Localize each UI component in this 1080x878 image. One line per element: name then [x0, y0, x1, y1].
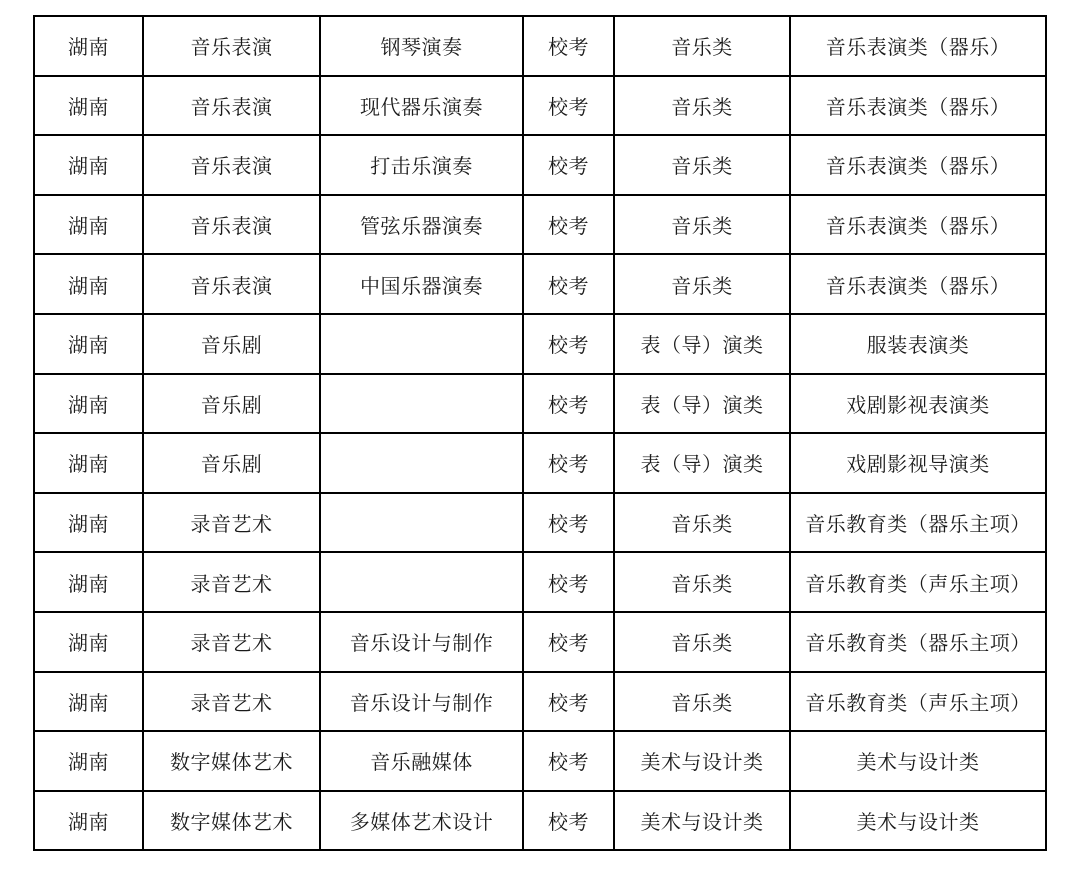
exam-type-cell: 校考 [523, 16, 614, 76]
table-row [34, 374, 1046, 434]
major-cell: 数字媒体艺术 [143, 791, 320, 851]
subcategory-cell: 美术与设计类 [790, 731, 1046, 791]
exam-type-cell: 校考 [523, 552, 614, 612]
direction-cell [320, 314, 523, 374]
direction-cell: 音乐设计与制作 [320, 672, 523, 732]
exam-category-cell: 表（导）演类 [614, 433, 790, 493]
subcategory-cell: 音乐表演类（器乐） [790, 16, 1046, 76]
table-row [34, 791, 1046, 851]
admissions-table-container [33, 15, 1045, 851]
direction-cell: 中国乐器演奏 [320, 254, 523, 314]
direction-cell [320, 374, 523, 434]
table-row [34, 731, 1046, 791]
exam-category-cell: 音乐类 [614, 612, 790, 672]
subcategory-cell: 音乐教育类（声乐主项） [790, 672, 1046, 732]
major-cell: 音乐剧 [143, 314, 320, 374]
major-cell: 音乐剧 [143, 374, 320, 434]
major-cell: 数字媒体艺术 [143, 731, 320, 791]
exam-type-cell: 校考 [523, 612, 614, 672]
subcategory-cell: 戏剧影视导演类 [790, 433, 1046, 493]
direction-cell: 钢琴演奏 [320, 16, 523, 76]
exam-category-cell: 美术与设计类 [614, 791, 790, 851]
exam-category-cell: 音乐类 [614, 195, 790, 255]
exam-type-cell: 校考 [523, 433, 614, 493]
province-cell: 湖南 [34, 76, 143, 136]
exam-type-cell: 校考 [523, 493, 614, 553]
province-cell: 湖南 [34, 135, 143, 195]
direction-cell [320, 493, 523, 553]
table-row [34, 195, 1046, 255]
exam-category-cell: 表（导）演类 [614, 314, 790, 374]
exam-type-cell: 校考 [523, 314, 614, 374]
subcategory-cell: 音乐表演类（器乐） [790, 195, 1046, 255]
exam-type-cell: 校考 [523, 76, 614, 136]
major-cell: 音乐表演 [143, 135, 320, 195]
exam-category-cell: 音乐类 [614, 672, 790, 732]
subcategory-cell: 音乐教育类（器乐主项） [790, 612, 1046, 672]
direction-cell: 音乐融媒体 [320, 731, 523, 791]
table-row [34, 135, 1046, 195]
table-row [34, 552, 1046, 612]
subcategory-cell: 音乐表演类（器乐） [790, 135, 1046, 195]
direction-cell: 管弦乐器演奏 [320, 195, 523, 255]
province-cell: 湖南 [34, 433, 143, 493]
exam-type-cell: 校考 [523, 135, 614, 195]
major-cell: 音乐表演 [143, 16, 320, 76]
exam-category-cell: 美术与设计类 [614, 731, 790, 791]
province-cell: 湖南 [34, 16, 143, 76]
province-cell: 湖南 [34, 672, 143, 732]
table-row [34, 433, 1046, 493]
direction-cell: 多媒体艺术设计 [320, 791, 523, 851]
table-row [34, 493, 1046, 553]
subcategory-cell: 音乐表演类（器乐） [790, 254, 1046, 314]
exam-type-cell: 校考 [523, 254, 614, 314]
subcategory-cell: 音乐教育类（器乐主项） [790, 493, 1046, 553]
exam-category-cell: 音乐类 [614, 16, 790, 76]
major-cell: 录音艺术 [143, 612, 320, 672]
subcategory-cell: 音乐教育类（声乐主项） [790, 552, 1046, 612]
major-cell: 音乐表演 [143, 254, 320, 314]
exam-category-cell: 音乐类 [614, 493, 790, 553]
table-row [34, 612, 1046, 672]
exam-category-cell: 音乐类 [614, 135, 790, 195]
admissions-table [33, 15, 1047, 851]
table-body [34, 16, 1046, 850]
province-cell: 湖南 [34, 314, 143, 374]
exam-category-cell: 音乐类 [614, 254, 790, 314]
exam-category-cell: 音乐类 [614, 552, 790, 612]
province-cell: 湖南 [34, 493, 143, 553]
exam-type-cell: 校考 [523, 791, 614, 851]
major-cell: 音乐表演 [143, 195, 320, 255]
exam-type-cell: 校考 [523, 731, 614, 791]
table-row [34, 76, 1046, 136]
direction-cell: 音乐设计与制作 [320, 612, 523, 672]
table-row [34, 254, 1046, 314]
exam-type-cell: 校考 [523, 672, 614, 732]
province-cell: 湖南 [34, 731, 143, 791]
major-cell: 录音艺术 [143, 552, 320, 612]
major-cell: 音乐剧 [143, 433, 320, 493]
direction-cell: 现代器乐演奏 [320, 76, 523, 136]
exam-category-cell: 音乐类 [614, 76, 790, 136]
table-row [34, 314, 1046, 374]
subcategory-cell: 美术与设计类 [790, 791, 1046, 851]
province-cell: 湖南 [34, 374, 143, 434]
exam-type-cell: 校考 [523, 374, 614, 434]
direction-cell [320, 433, 523, 493]
subcategory-cell: 戏剧影视表演类 [790, 374, 1046, 434]
province-cell: 湖南 [34, 791, 143, 851]
table-row [34, 672, 1046, 732]
table-row [34, 16, 1046, 76]
direction-cell: 打击乐演奏 [320, 135, 523, 195]
exam-category-cell: 表（导）演类 [614, 374, 790, 434]
major-cell: 音乐表演 [143, 76, 320, 136]
subcategory-cell: 服装表演类 [790, 314, 1046, 374]
province-cell: 湖南 [34, 254, 143, 314]
subcategory-cell: 音乐表演类（器乐） [790, 76, 1046, 136]
exam-type-cell: 校考 [523, 195, 614, 255]
province-cell: 湖南 [34, 612, 143, 672]
major-cell: 录音艺术 [143, 672, 320, 732]
direction-cell [320, 552, 523, 612]
major-cell: 录音艺术 [143, 493, 320, 553]
province-cell: 湖南 [34, 195, 143, 255]
province-cell: 湖南 [34, 552, 143, 612]
